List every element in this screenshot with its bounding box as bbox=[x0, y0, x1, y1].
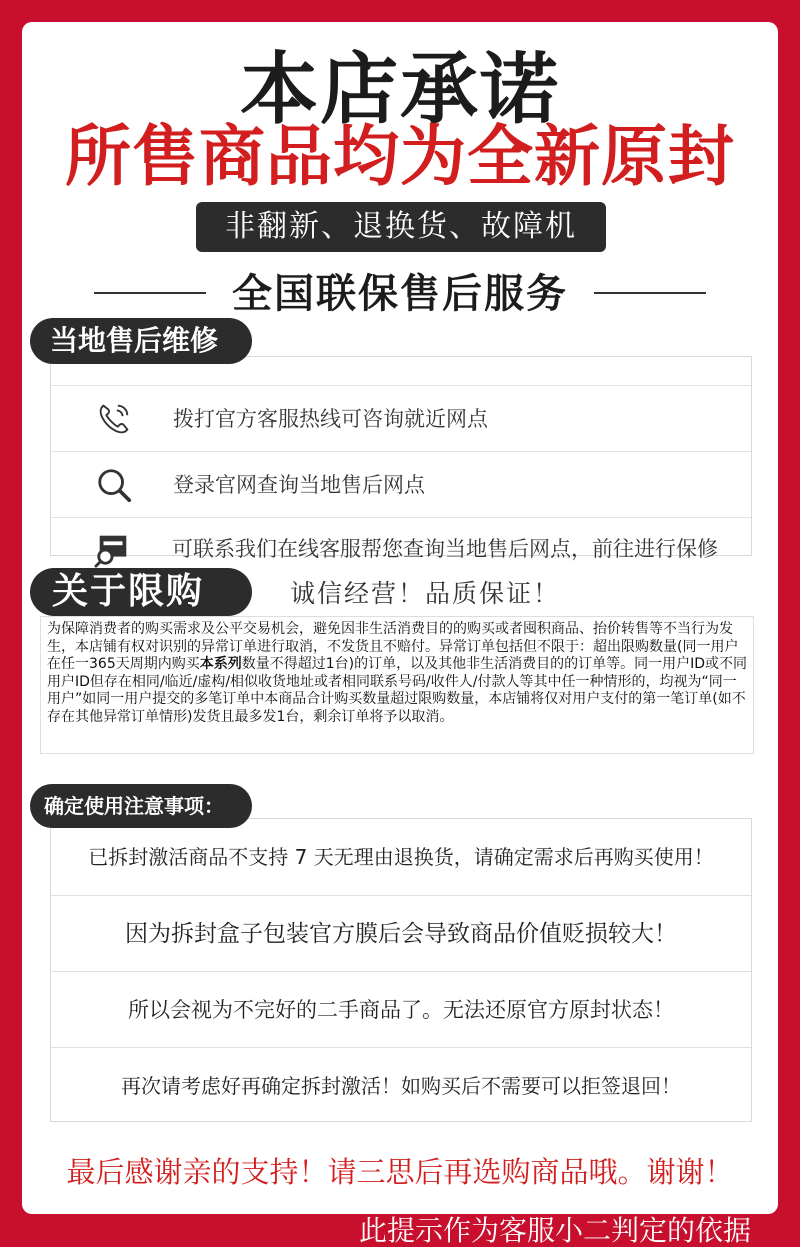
limit-policy-text: 为保障消费者的购买需求及公平交易机会，避免因非生活消费目的的购买或者囤积商品、抬价转售等不当行为发生，本店铺有权对识别的异常订单进行取消，不发货且不赔付。异常订单包括但不限于：超出限购数量(同一用户在任一365天周期内购买 bbox=[47, 621, 739, 673]
notes-list bbox=[50, 818, 752, 1122]
thanks-message: 最后感谢亲的支持！请三思后再选购商品哦。谢谢！ bbox=[66, 1155, 734, 1189]
page-title: 本店承诺 bbox=[239, 45, 560, 135]
list-item: 所以会视为不完好的二手商品了。无法还原官方原封状态！ bbox=[51, 971, 751, 1047]
limit-slogan: 诚信经营！品质保证！ bbox=[290, 579, 561, 608]
list-item: 已拆封激活商品不支持 7 天无理由退换货，请确定需求后再购买使用！ bbox=[88, 845, 714, 869]
page-subtitle: 所售商品均为全新原封 bbox=[65, 118, 735, 195]
repair-item-text: 拨打官方客服热线可咨询就近网点 bbox=[173, 407, 488, 431]
condition-badge: 非翻新、退换货、故障机 bbox=[196, 202, 606, 252]
divider-right bbox=[594, 292, 706, 294]
limit-policy bbox=[40, 616, 754, 754]
list-item: 因为拆封盒子包装官方膜后会导致商品价值贬损较大！ bbox=[51, 895, 751, 971]
list-item: 再次请考虑好再确定拆封激活！如购买后不需要可以拒签退回！ bbox=[51, 1047, 751, 1123]
basis-note: 此提示作为客服小二判定的依据 bbox=[358, 1214, 751, 1247]
limit-policy-emphasis: 本系列 bbox=[199, 656, 242, 673]
phone-icon bbox=[95, 400, 133, 438]
repair-item-text: 登录官网查询当地售后网点 bbox=[173, 473, 425, 497]
section-tag-repair: 当地售后维修 bbox=[30, 318, 252, 364]
search-icon bbox=[95, 466, 133, 504]
promise-card bbox=[22, 22, 778, 1214]
limit-policy-text: 数量不得超过1台)的订单，以及其他非生活消费目的的订单等。同一用户ID或不同用户ID但存在相同/临近/虚构/相似收货地址或者相同联系号码/收件人/付款人等其中任一种情形的，均视为“同一用户”如同一用户提交的多笔订单中本商品合计购买数量超过限购数量，本店铺将仅对用户支付的第一笔订单(如不存在其他异常订单情形)发货且最多发1台，剩余订单将予以取消。 bbox=[47, 656, 748, 725]
service-title: 全国联保售后服务 bbox=[232, 271, 568, 317]
store-search-icon bbox=[94, 530, 132, 568]
list-item bbox=[51, 451, 751, 517]
list-item bbox=[51, 385, 751, 451]
section-tag-limit: 关于限购 bbox=[30, 568, 252, 616]
section-tag-notes: 确定使用注意事项： bbox=[30, 784, 252, 828]
repair-item-text: 可联系我们在线客服帮您查询当地售后网点，前往进行保修 bbox=[172, 537, 718, 561]
